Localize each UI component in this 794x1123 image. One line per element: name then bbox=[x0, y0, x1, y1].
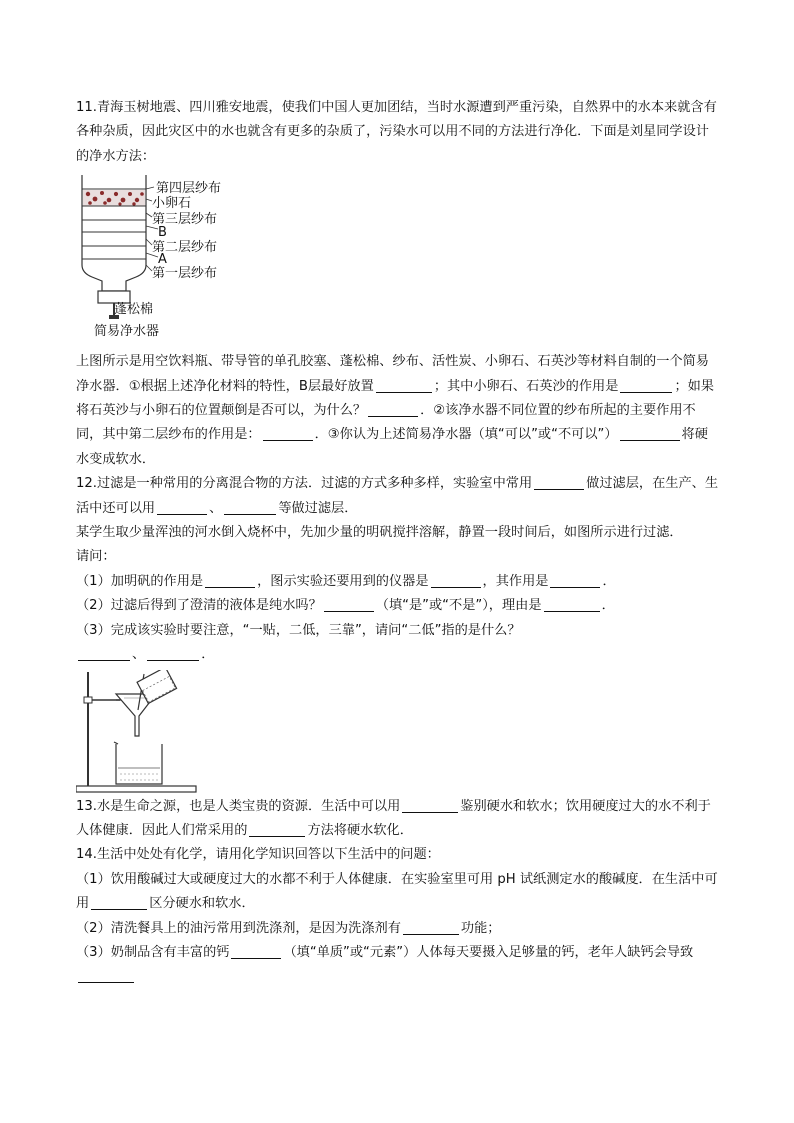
q12-text-c: 、 bbox=[209, 500, 223, 516]
answer-blank[interactable] bbox=[91, 893, 147, 910]
q14-sub2 bbox=[76, 917, 720, 941]
label-layer4: 第四层纱布 bbox=[156, 181, 222, 197]
q12-sub2-c: ． bbox=[601, 598, 615, 614]
label-b: B bbox=[158, 225, 167, 241]
label-layer3: 第三层纱布 bbox=[152, 212, 218, 228]
q14-sub1-b: 区分硬水和软水． bbox=[149, 896, 255, 912]
q14-intro: 14.生活中处处有化学，请用化学知识回答以下生活中的问题： bbox=[76, 847, 440, 863]
filtration-diagram bbox=[76, 670, 206, 795]
q12-sub3-answers bbox=[76, 643, 720, 667]
answer-blank[interactable] bbox=[157, 498, 207, 515]
q12-text-a: 12.过滤是一种常用的分离混合物的方法．过滤的方式多种多样，实验室中常用 bbox=[76, 476, 533, 492]
figure-caption: 简易净水器 bbox=[94, 324, 160, 340]
answer-blank[interactable] bbox=[534, 473, 584, 490]
q14-sub3-answer bbox=[76, 965, 720, 989]
label-pebbles: 小卵石 bbox=[152, 196, 192, 212]
q11-text-e: ．③你认为上述简易净水器（填“可以”或“不可以”） bbox=[314, 427, 618, 443]
label-layer2: 第二层纱布 bbox=[152, 240, 218, 256]
answer-blank[interactable] bbox=[368, 400, 418, 417]
answer-blank[interactable] bbox=[249, 820, 305, 837]
q12-text-b: 做过滤层，在生产、生活中还可以用 bbox=[76, 476, 719, 516]
answer-blank[interactable] bbox=[376, 376, 432, 393]
q12-sub1-b: ，图示实验还要用到的仪器是 bbox=[257, 573, 429, 589]
q12-line1 bbox=[76, 472, 720, 521]
q14-sub2-a: （2）清洗餐具上的油污常用到洗涤剂，是因为洗涤剂有 bbox=[76, 920, 401, 936]
q12-sub3-sep: 、 bbox=[132, 647, 146, 663]
q11-text-a: 上图所示是用空饮料瓶、带导管的单孔胶塞、蓬松棉、纱布、活性炭、小卵石、石英沙等材料自制的一个简易净水器．①根据上述净化材料的特性，B层最好放置 bbox=[76, 354, 709, 394]
q12-sub1-a: （1）加明矾的作用是 bbox=[76, 573, 204, 589]
answer-blank[interactable] bbox=[620, 424, 680, 441]
q12-sub1 bbox=[76, 570, 720, 594]
answer-blank[interactable] bbox=[231, 942, 281, 959]
q11-text-c: ；如果将石英沙与小卵石的位置颠倒是否可以，为什么？ bbox=[76, 378, 714, 419]
q12-sub1-c: ，其作用是 bbox=[482, 573, 549, 589]
q14-sub1-a: （1）饮用酸碱过大或硬度过大的水都不利于人体健康．在实验室里可用 pH 试纸测定水的酸碱度．在生活中可用 bbox=[76, 871, 718, 912]
q12-sub1-d: ． bbox=[602, 573, 616, 589]
q12-sub2-b: （填“是”或“不是”），理由是 bbox=[375, 598, 542, 614]
q14-sub2-b: 功能； bbox=[460, 920, 501, 936]
water-purifier-diagram bbox=[76, 173, 236, 348]
q11-intro: 11.青海玉树地震、四川雅安地震，使我们中国人更加团结，当时水源遭到严重污染，自然界中的水本来就含有各种杂质，因此灾区中的水也就含有更多的杂质了，污染水可以用不同的方法进行净化．下面是刘星同学设计的净水方法： bbox=[76, 100, 717, 164]
q12-ask: 请问： bbox=[76, 549, 116, 565]
filtration-figure bbox=[76, 670, 206, 795]
answer-blank[interactable] bbox=[78, 644, 130, 661]
document-page bbox=[76, 96, 720, 990]
q11-body bbox=[76, 350, 720, 472]
answer-blank[interactable] bbox=[324, 595, 374, 612]
label-a: A bbox=[158, 252, 167, 268]
answer-blank[interactable] bbox=[402, 796, 458, 813]
q11-text-f: 将硬水变成软水． bbox=[76, 427, 708, 467]
answer-blank[interactable] bbox=[544, 595, 600, 612]
q13 bbox=[76, 795, 720, 844]
q12-sub3: （3）完成该实验时要注意，“一贴，二低，三靠”，请问“二低”指的是什么？ bbox=[76, 622, 521, 638]
answer-blank[interactable] bbox=[205, 571, 255, 588]
answer-blank[interactable] bbox=[431, 571, 481, 588]
answer-blank[interactable] bbox=[620, 376, 672, 393]
q12-text-d: 等做过滤层． bbox=[278, 500, 358, 516]
q11-text-b: ；其中小卵石、石英沙的作用是 bbox=[433, 378, 619, 394]
answer-blank[interactable] bbox=[550, 571, 600, 588]
answer-blank[interactable] bbox=[224, 498, 276, 515]
q14-sub3-a: （3）奶制品含有丰富的钙 bbox=[76, 944, 230, 960]
answer-blank[interactable] bbox=[263, 424, 313, 441]
q13-text-c: 方法将硬水软化． bbox=[307, 822, 413, 838]
answer-blank[interactable] bbox=[78, 966, 134, 983]
q12-line2: 某学生取少量浑浊的河水倒入烧杯中，先加少量的明矾搅拌溶解，静置一段时间后，如图所示进行过滤． bbox=[76, 525, 683, 541]
q14-sub3-b: （填“单质”或“元素”）人体每天要摄入足够量的钙，老年人缺钙会导致 bbox=[283, 944, 694, 960]
q11-text-d: ．②该净水器不同位置的纱布所起的主要作用不同，其中第二层纱布的作用是： bbox=[76, 403, 696, 443]
q13-text-a: 13.水是生命之源，也是人类宝贵的资源．生活中可以用 bbox=[76, 798, 401, 814]
answer-blank[interactable] bbox=[147, 644, 199, 661]
answer-blank[interactable] bbox=[403, 918, 459, 935]
q12-sub2 bbox=[76, 594, 720, 618]
q12-sub3-end: ． bbox=[201, 647, 215, 663]
q12-sub2-a: （2）过滤后得到了澄清的液体是纯水吗？ bbox=[76, 598, 322, 614]
water-purifier-figure bbox=[76, 173, 236, 348]
q14-sub3 bbox=[76, 941, 720, 965]
label-layer1: 第一层纱布 bbox=[152, 266, 218, 282]
q14-sub1 bbox=[76, 868, 720, 917]
q13-text-b: 鉴别硬水和软水；饮用硬度过大的水不利于人体健康．因此人们常采用的 bbox=[76, 798, 711, 838]
label-cotton: 蓬松棉 bbox=[114, 302, 154, 318]
